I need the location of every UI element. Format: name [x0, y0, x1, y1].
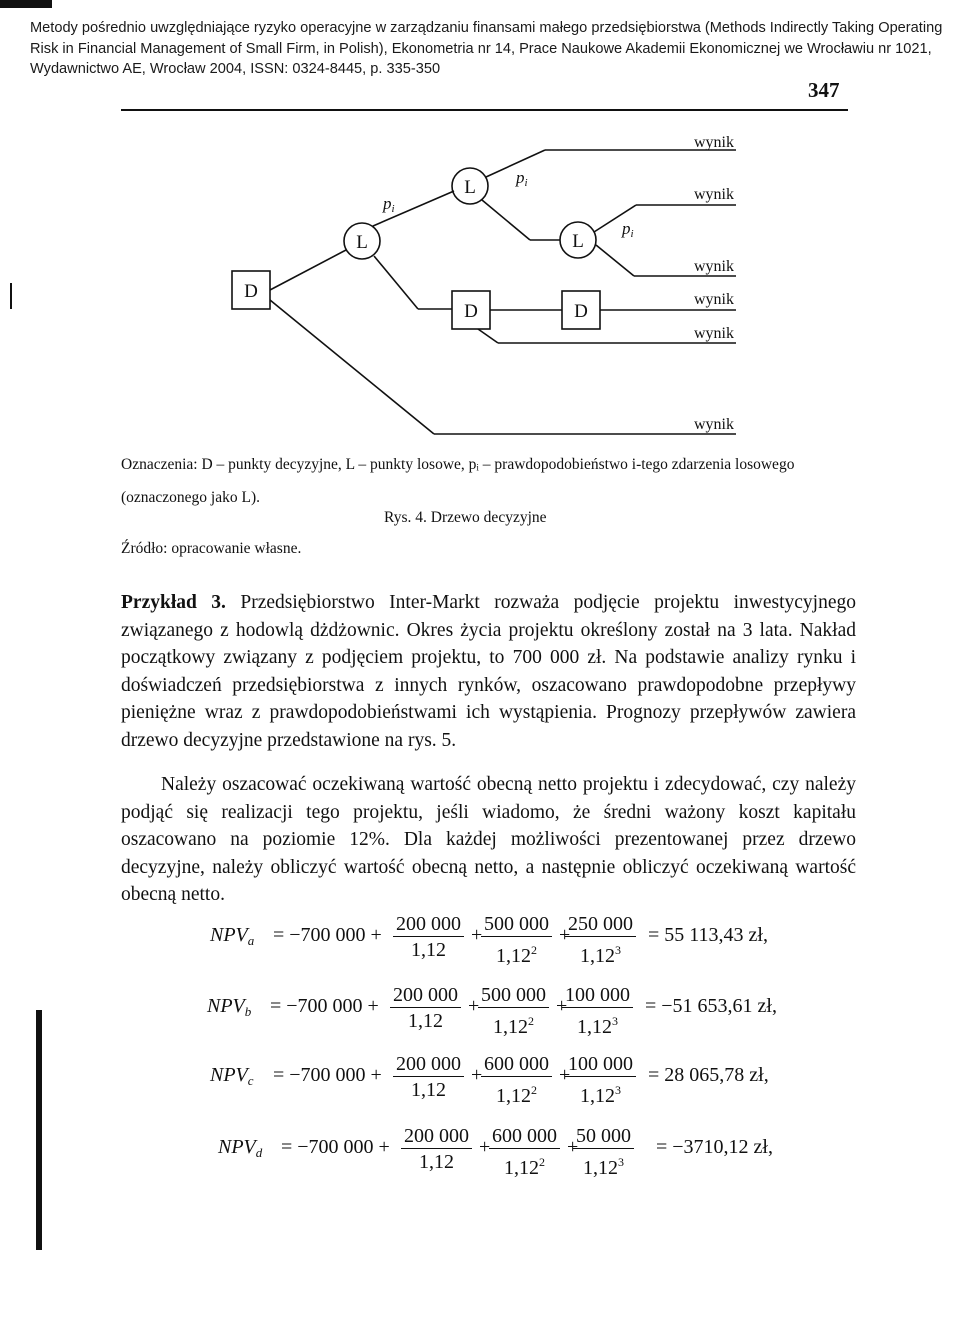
fraction [393, 912, 464, 963]
node-label: D [244, 281, 258, 302]
equation-subscript: a [247, 933, 255, 948]
numerator: 600 000 [481, 1052, 552, 1077]
numerator: 100 000 [562, 983, 633, 1008]
node-label: D [464, 301, 478, 322]
equation-lhs: $NPV_d$ [218, 1136, 263, 1160]
numerator: 200 000 [393, 912, 464, 937]
equation-initial: = −700 000 + [273, 924, 382, 946]
fraction [393, 1052, 464, 1103]
paragraph-task [121, 771, 856, 909]
denominator: 1,12$^2$ [493, 1014, 534, 1038]
denominator: 1,12$^3$ [583, 1155, 624, 1179]
equation-subscript: d [255, 1145, 263, 1160]
numerator: 50 000 [573, 1124, 634, 1149]
denominator: 1,12 [411, 939, 446, 961]
fraction [565, 1052, 636, 1109]
paragraph-text: Przedsiębiorstwo Inter-Markt rozważa podjęcie projektu inwestycyjnego związanego z hodowlą dżdżownic. Okres życia projektu określony został na 3 lata. Nakład początkowy związany z podjęciem projektu, to 700 000 zł. Na podstawie analizy rynku i doświadczeń przedsiębiorstwa z innych rynków, oszacowano prawdopodobne przepływy pieniężne wraz z prawdopodobieństwami ich wystąpienia. Prognozy przepływów zawiera drzewo decyzyjne przedstawione na rys. 5. [121, 592, 856, 751]
equation-lhs: $NPV_c$ [210, 1064, 254, 1088]
outcome-label: wynik [694, 416, 734, 433]
scan-edge-bar [36, 1010, 42, 1250]
paragraph-example [121, 589, 856, 754]
equation-result: = −3710,12 zł, [656, 1136, 773, 1158]
branch [374, 256, 418, 309]
numerator: 600 000 [489, 1124, 560, 1149]
numerator: 500 000 [481, 912, 552, 937]
fraction [562, 983, 633, 1040]
decision-tree-figure [0, 110, 960, 440]
numerator: 500 000 [478, 983, 549, 1008]
denominator: 1,12 [411, 1079, 446, 1101]
plus-operator: + [559, 924, 571, 946]
plus-operator: + [468, 995, 480, 1017]
node-label: L [356, 232, 368, 253]
fraction [565, 912, 636, 969]
equation-lhs: $NPV_a$ [210, 924, 255, 948]
prob-label: pi [516, 168, 528, 189]
equation-result: = −51 653,61 zł, [645, 995, 777, 1017]
numerator: 200 000 [390, 983, 461, 1008]
outcome-label: wynik [694, 291, 734, 308]
plus-operator: + [559, 1064, 571, 1086]
plus-operator: + [567, 1136, 579, 1158]
fraction [481, 912, 552, 969]
denominator: 1,12$^2$ [496, 943, 537, 967]
denominator: 1,12 [408, 1010, 443, 1032]
fraction [390, 983, 461, 1034]
branch [596, 245, 634, 276]
denominator: 1,12 [419, 1151, 454, 1173]
node-label: D [574, 301, 588, 322]
equation-result: = 28 065,78 zł, [648, 1064, 769, 1086]
figure-source: Źródło: opracowanie własne. [121, 540, 302, 557]
denominator: 1,12$^3$ [580, 943, 621, 967]
corner-mark [0, 0, 52, 8]
denominator: 1,12$^3$ [577, 1014, 618, 1038]
fraction [481, 1052, 552, 1109]
branch [478, 329, 498, 343]
page-number: 347 [808, 78, 840, 102]
equation-result: = 55 113,43 zł, [648, 924, 768, 946]
fraction [478, 983, 549, 1040]
node-label: L [572, 231, 584, 252]
equation-lhs: $NPV_b$ [207, 995, 252, 1019]
numerator: 200 000 [401, 1124, 472, 1149]
node-label: L [464, 177, 476, 198]
equation-initial: = −700 000 + [273, 1064, 382, 1086]
branch [270, 250, 346, 290]
figure-caption: Rys. 4. Drzewo decyzyjne [384, 509, 547, 526]
outcome-label: wynik [694, 134, 734, 151]
plus-operator: + [479, 1136, 491, 1158]
equation-initial: = −700 000 + [281, 1136, 390, 1158]
citation-header: Metody pośrednio uwzględniające ryzyko operacyjne w zarządzaniu finansami małego przedsiębiorstwa (Methods Indirectly Taking Operating Risk in Financial Management of Small Firm, in Polish), Ekonometria nr 14, Prace Naukowe Akademii Ekonomicznej we Wrocławiu nr 1021, Wydawnictwo AE, Wrocław 2004, ISSN: 0324-8445, p. 335-350 [30, 20, 943, 77]
denominator: 1,12$^2$ [504, 1155, 545, 1179]
prob-label: pi [622, 219, 634, 240]
outcome-label: wynik [694, 186, 734, 203]
denominator: 1,12$^2$ [496, 1083, 537, 1107]
branch [270, 300, 434, 434]
example-label: Przykład 3. [121, 592, 226, 613]
numerator: 250 000 [565, 912, 636, 937]
fraction [401, 1124, 472, 1175]
fraction [573, 1124, 634, 1181]
outcome-label: wynik [694, 325, 734, 342]
equation-subscript: c [247, 1073, 254, 1088]
paragraph-text: Należy oszacować oczekiwaną wartość obecną netto projektu i zdecydować, czy należy podjąć się realizacji tego projektu, jeśli wiadomo, że średni ważony koszt kapitału oszacowano na poziomie 12%. Dla każdej możliwości prezentowanej przez drzewo decyzyjne, należy obliczyć wartość obecną netto, a następnie obliczyć oczekiwaną wartość obecną netto. [121, 774, 856, 905]
numerator: 200 000 [393, 1052, 464, 1077]
figure-legend: Oznaczenia: D – punkty decyzyjne, L – punkty losowe, pᵢ – prawdopodobieństwo i-tego zdarzenia losowego (oznaczonego jako L). [121, 456, 795, 506]
equation-initial: = −700 000 + [270, 995, 379, 1017]
prob-label: pi [383, 194, 395, 215]
numerator: 100 000 [565, 1052, 636, 1077]
fraction [489, 1124, 560, 1181]
equation-subscript: b [244, 1004, 252, 1019]
denominator: 1,12$^3$ [580, 1083, 621, 1107]
outcome-label: wynik [694, 258, 734, 275]
branch [482, 200, 530, 240]
plus-operator: + [471, 1064, 483, 1086]
plus-operator: + [471, 924, 483, 946]
plus-operator: + [556, 995, 568, 1017]
